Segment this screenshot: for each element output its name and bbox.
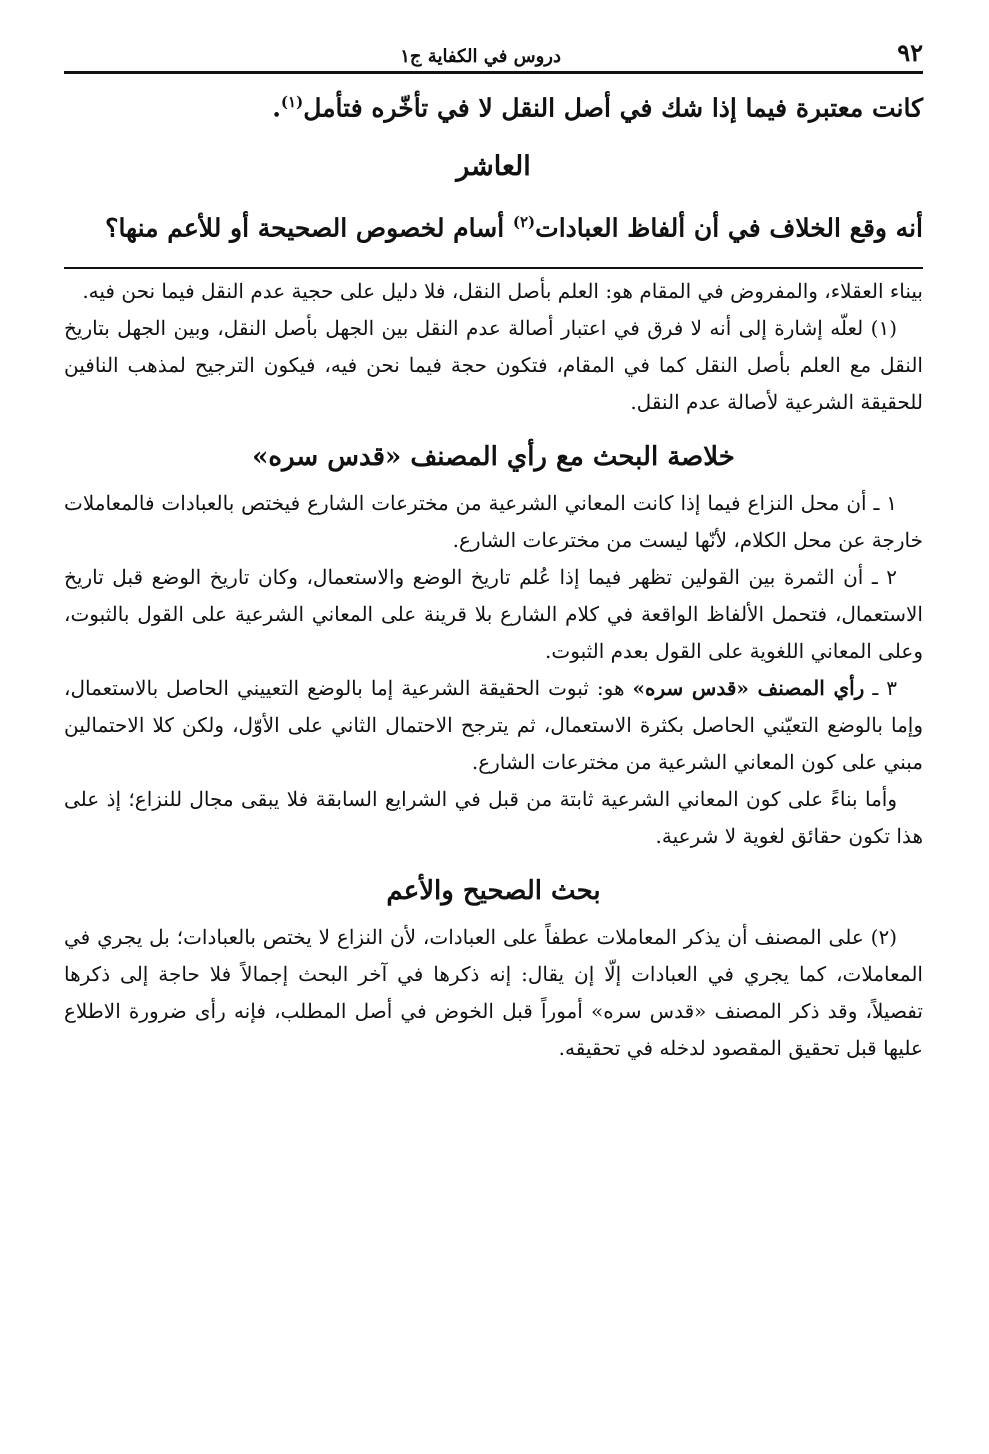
section-heading-sahih-aam: بحث الصحيح والأعم	[386, 875, 601, 906]
summary-heading: خلاصة البحث مع رأي المصنف «قدس سره»	[252, 441, 735, 472]
summary-point-3-extra: وأما بناءً على كون المعاني الشرعية ثابتة من قبل في الشرايع السابقة فلا يبقى مجال للنزاع؛ إذ على هذا تكون حقائق لغوية لا شرعية.	[64, 786, 923, 848]
section-heading-tenth: العاشر	[456, 151, 531, 183]
point-3-rest: هو: ثبوت الحقيقة الشرعية إما بالوضع التعييني الحاصل بالاستعمال، وإما بالوضع التعيّني الحاصل بكثرة الاستعمال، ثم يترجح الاحتمال الثاني على الأوّل، ولكن كلا الاحتمالين مبني على كون المعاني الشرعية من مخترعات الشارع.	[64, 675, 923, 774]
summary-point-1: ١ ـ أن محل النزاع فيما إذا كانت المعاني الشرعية من مخترعات الشارع فيختص بالعبادات فالمعاملات خارجة عن محل الكلام، لأنّها ليست من مخترعات الشارع.	[64, 490, 923, 552]
main-question	[64, 194, 923, 256]
running-header	[64, 38, 923, 74]
point-3-bold: رأي المصنف «قدس سره»	[632, 675, 865, 700]
book-title: دروس في الكفاية ج١	[400, 46, 561, 67]
sentence-end: .	[272, 93, 281, 123]
footnote-marker-1: (١)	[280, 93, 304, 111]
footnote-continuation: بيناء العقلاء، والمفروض في المقام هو: العلم بأصل النقل، فلا دليل على حجية عدم النقل فيما نحن فيه.	[82, 278, 923, 303]
summary-point-3	[64, 670, 923, 781]
point-3-prefix: ٣ ـ	[864, 675, 897, 700]
question-end: أسام لخصوص الصحيحة أو للأعم منها؟	[105, 213, 513, 243]
main-text-line	[64, 74, 923, 136]
page-number: ٩٢	[897, 38, 923, 67]
footnote-separator	[64, 267, 923, 269]
footnote-2: (٢) على المصنف أن يذكر المعاملات عطفاً على العبادات، لأن النزاع لا يختص بالعبادات؛ بل يجري في المعاملات، كما يجري في العبادات إلّا إن يقال: إنه ذكرها في آخر البحث إجمالاً فلا حاجة إلى ذكرها تفصيلاً، وقد ذكر المصنف «قدس سره» أموراً قبل الخوض في أصل المطلب، فإنه رأى ضرورة الاطلاع عليها قبل تحقيق المقصود لدخله في تحقيقه.	[64, 924, 923, 1060]
footnote-marker-2: (٢)	[512, 213, 536, 232]
summary-point-2: ٢ ـ أن الثمرة بين القولين تظهر فيما إذا عُلم تاريخ الوضع والاستعمال، وكان تاريخ الوضع قبل تاريخ الاستعمال، فتحمل الألفاظ الواقعة في كلام الشارع بلا قرينة على المعاني الشرعية على القول بالثبوت، وعلى المعاني اللغوية على القول بعدم الثبوت.	[64, 564, 923, 663]
footnotes-area	[64, 273, 923, 1067]
question-start: أنه وقع الخلاف في أن ألفاظ العبادات	[535, 213, 923, 243]
footnote-1: (١) لعلّه إشارة إلى أنه لا فرق في اعتبار أصالة عدم النقل بين الجهل بأصل النقل، وبين الجهل بتاريخ النقل مع العلم بأصل النقل كما في المقام، فتكون حجة فيما نحن فيه، فيكون الترجيح لمذهب النافين للحقيقة الشرعية لأصالة عدم النقل.	[64, 315, 923, 414]
main-text-sentence: كانت معتبرة فيما إذا شك في أصل النقل لا في تأخّره فتأمل	[303, 93, 923, 123]
